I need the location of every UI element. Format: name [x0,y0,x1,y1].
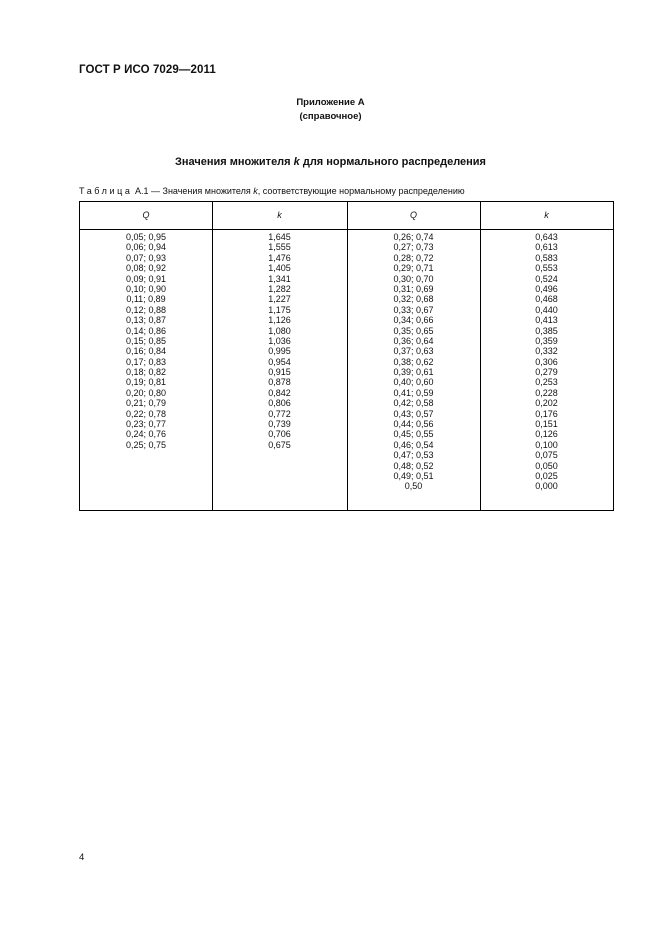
column-k-2-cell: 0,553 [535,263,558,274]
column-q-2-cell: 0,35; 0,65 [393,325,434,336]
column-q-1-cell: 0,09; 0,91 [125,273,167,284]
column-k-2-cell: 0,306 [535,356,558,367]
table-caption-rest: , соответствующие нормальному распределению [257,186,465,196]
column-k-1-cell: 0,675 [268,439,291,450]
header-k-2: k [544,210,549,220]
column-k-2-cell: 0,279 [535,367,558,378]
column-q-2-cell: 0,27; 0,73 [393,242,434,253]
column-q-2-cell: 0,33; 0,67 [393,304,434,315]
column-q-2-cell: 0,43; 0,57 [393,408,434,419]
column-q-2 [347,232,480,492]
column-q-2-cell: 0,32; 0,68 [393,294,434,305]
column-k-2-cell: 0,025 [535,470,558,481]
column-q-1-cell: 0,13; 0,87 [125,315,167,326]
section-title [0,156,661,168]
column-q-2-cell: 0,44; 0,56 [393,419,434,430]
column-k-1-cell: 0,739 [268,419,291,430]
column-q-1-cell: 0,07; 0,93 [125,252,167,263]
column-q-2-cell: 0,31; 0,69 [393,283,434,294]
column-k-2-cell: 0,202 [535,398,558,409]
column-q-1-cell: 0,20; 0,80 [125,387,167,398]
header-q-2: Q [409,210,417,220]
column-q-2-cell: 0,42; 0,58 [393,398,434,409]
column-k-2-cell: 0,126 [535,429,558,440]
column-k-1-cell: 1,227 [268,294,291,305]
column-k-2 [480,232,613,492]
column-k-1-cell: 0,806 [268,398,291,409]
column-k-1-cell: 1,282 [268,283,291,294]
section-title-after: для нормального распределения [299,156,486,168]
column-q-2-cell: 0,46; 0,54 [393,439,434,450]
column-q-1-cell: 0,05; 0,95 [125,232,167,242]
column-q-2-cell: 0,48; 0,52 [393,460,434,471]
column-q-1-cell: 0,23; 0,77 [125,419,167,430]
column-q-2-cell: 0,36; 0,64 [393,335,434,346]
column-q-2-cell: 0,28; 0,72 [393,252,434,263]
column-q-1-cell: 0,19; 0,81 [125,377,167,388]
column-k-2-cell: 0,643 [535,232,558,242]
column-q-1-cell: 0,12; 0,88 [125,304,167,315]
column-k-2-cell: 0,583 [535,252,558,263]
column-q-2-cell: 0,39; 0,61 [393,367,434,378]
column-q-1-cell: 0,17; 0,83 [125,356,167,367]
values-table [79,201,614,511]
header-q-1: Q [142,210,150,220]
column-q-2-cell: 0,50 [404,481,423,492]
column-k-2-cell: 0,100 [535,439,558,450]
column-q-2-cell: 0,29; 0,71 [393,263,434,274]
column-k-1-cell: 0,878 [268,377,291,388]
column-q-1-cell: 0,22; 0,78 [125,408,167,419]
column-k-2-cell: 0,613 [535,242,558,253]
column-k-1-cell: 0,954 [268,356,291,367]
table-caption-label: Таблица [79,186,133,196]
column-k-2-cell: 0,000 [535,481,558,492]
table-caption-number: А.1 — Значения множителя [132,186,254,196]
column-q-2-cell: 0,37; 0,63 [393,346,434,357]
table-caption-variable: k [253,186,258,196]
column-q-2-cell: 0,26; 0,74 [393,232,434,242]
annex-title: Приложение А [296,97,365,108]
column-q-2-cell: 0,49; 0,51 [393,470,434,481]
column-q-1-cell: 0,16; 0,84 [125,346,167,357]
column-k-1-cell: 1,555 [268,242,291,253]
section-title-variable: k [293,156,300,168]
annex-subtitle: (справочное) [299,111,362,122]
column-q-1-cell: 0,24; 0,76 [125,429,167,440]
column-k-1-cell: 0,915 [268,367,291,378]
column-k-2-cell: 0,385 [535,325,558,336]
column-q-2-cell: 0,40; 0,60 [393,377,434,388]
column-q-2-cell: 0,34; 0,66 [393,315,434,326]
column-q-1-cell: 0,10; 0,90 [125,283,167,294]
column-k-2-cell: 0,440 [535,304,558,315]
column-k-1-cell: 1,405 [268,263,291,274]
column-k-1-cell: 0,995 [268,346,291,357]
column-q-2-cell: 0,30; 0,70 [393,273,434,284]
column-k-1-cell: 1,126 [268,315,291,326]
column-k-2-cell: 0,075 [535,450,558,461]
column-k-2-cell: 0,468 [535,294,558,305]
table-caption [79,186,465,196]
column-q-1-cell: 0,08; 0,92 [125,263,167,274]
document-code: ГОСТ Р ИСО 7029—2011 [79,64,216,76]
column-k-2-cell: 0,332 [535,346,558,357]
column-q-1-cell: 0,21; 0,79 [125,398,167,409]
column-k-2-cell: 0,253 [535,377,558,388]
column-k-2-cell: 0,524 [535,273,558,284]
column-q-1-cell: 0,15; 0,85 [125,335,167,346]
section-title-before: Значения множителя [175,156,294,168]
column-k-1-cell: 1,645 [268,232,291,242]
column-q-2-cell: 0,38; 0,62 [393,356,434,367]
column-q-1 [80,232,212,450]
column-q-2-cell: 0,47; 0,53 [393,450,434,461]
column-k-1-cell: 0,842 [268,387,291,398]
column-k-1-cell: 1,080 [268,325,291,336]
page-number: 4 [79,852,85,863]
column-k-2-cell: 0,413 [535,315,558,326]
column-k-2-cell: 0,496 [535,283,558,294]
column-k-1-cell: 1,036 [268,335,291,346]
column-k-2-cell: 0,176 [535,408,558,419]
column-q-2-cell: 0,45; 0,55 [393,429,434,440]
column-k-2-cell: 0,050 [535,460,558,471]
column-k-1-cell: 1,476 [268,252,291,263]
column-q-1-cell: 0,11; 0,89 [126,294,166,305]
column-k-2-cell: 0,151 [535,419,558,430]
column-k-1-cell: 1,175 [268,304,291,315]
column-k-2-cell: 0,228 [535,387,558,398]
column-k-1-cell: 1,341 [268,273,291,284]
column-q-2-cell: 0,41; 0,59 [393,387,434,398]
column-q-1-cell: 0,25; 0,75 [125,439,167,450]
column-q-1-cell: 0,14; 0,86 [125,325,167,336]
column-k-2-cell: 0,359 [535,335,558,346]
column-k-1 [212,232,347,450]
column-k-1-cell: 0,772 [268,408,291,419]
column-k-1-cell: 0,706 [268,429,291,440]
column-q-1-cell: 0,18; 0,82 [125,367,167,378]
header-k-1: k [277,210,282,220]
column-q-1-cell: 0,06; 0,94 [125,242,167,253]
